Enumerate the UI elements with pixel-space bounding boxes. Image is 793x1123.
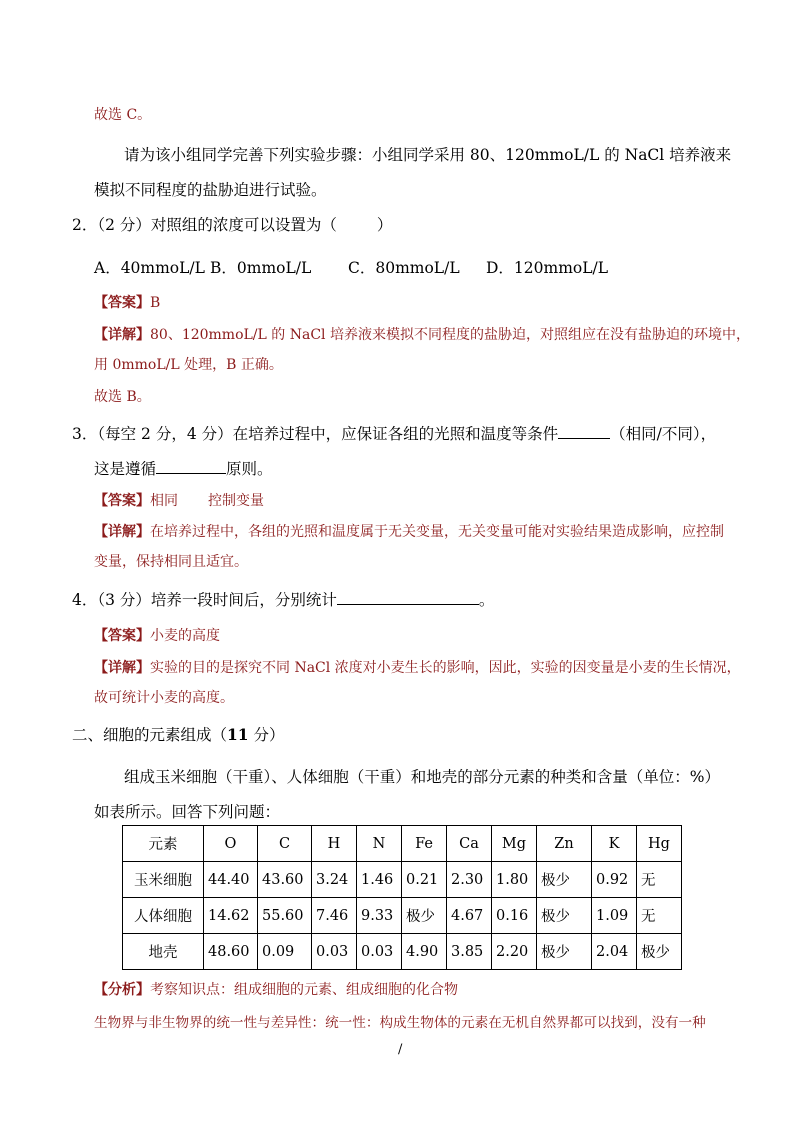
q2-detail-text-1: 80、120mmoL/L 的 NaCl 培养液来模拟不同程度的盐胁迫，对照组应在没有盐胁迫的环境中， xyxy=(150,327,750,343)
table-cell: 极少 xyxy=(537,934,592,970)
table-header-cell: N xyxy=(357,826,402,862)
section-2-title-text: 二、细胞的元素组成（ xyxy=(72,726,228,744)
table-cell: 14.62 xyxy=(204,898,258,934)
table-header-cell: Hg xyxy=(637,826,682,862)
table-cell: 3.24 xyxy=(312,862,357,898)
table-header-cell: Fe xyxy=(402,826,447,862)
table-cell: 极少 xyxy=(537,862,592,898)
q4-detail-line-2: 故可统计小麦的高度。 xyxy=(94,690,234,706)
table-cell: 2.20 xyxy=(492,934,537,970)
element-table xyxy=(122,825,682,970)
table-cell: 1.46 xyxy=(357,862,402,898)
table-cell: 55.60 xyxy=(258,898,312,934)
table-cell: 48.60 xyxy=(204,934,258,970)
q3-blank-2 xyxy=(156,457,226,474)
detail-tag: 【详解】 xyxy=(94,524,150,540)
table-header-cell: H xyxy=(312,826,357,862)
table-cell: 0.16 xyxy=(492,898,537,934)
q2-option-c: C．80mmoL/L xyxy=(348,259,460,277)
table-cell: 0.21 xyxy=(402,862,447,898)
table-cell: 7.46 xyxy=(312,898,357,934)
table-cell: 2.30 xyxy=(447,862,492,898)
q4-stem-part1: 4．（3 分）培养一段时间后，分别统计 xyxy=(72,591,337,609)
question-3-stem xyxy=(72,422,716,444)
table-row xyxy=(123,934,682,970)
q4-detail-line-1 xyxy=(94,657,741,677)
analysis-text-1: 考察知识点：组成细胞的元素、组成细胞的化合物 xyxy=(150,982,458,998)
prev-conclusion: 故选 C。 xyxy=(94,107,152,123)
q3-answer-2: 控制变量 xyxy=(208,493,264,509)
table-row xyxy=(123,898,682,934)
table-cell: 9.33 xyxy=(357,898,402,934)
q2-option-b: B．0mmoL/L xyxy=(210,259,312,277)
table-cell: 极少 xyxy=(537,898,592,934)
table-cell: 4.67 xyxy=(447,898,492,934)
q2-stem-before: 2．（2 分）对照组的浓度可以设置为（ xyxy=(72,216,337,234)
table-cell: 极少 xyxy=(402,898,447,934)
table-cell: 无 xyxy=(637,898,682,934)
table-cell: 1.80 xyxy=(492,862,537,898)
q3-answer-1: 相同 xyxy=(150,493,178,509)
q2-answer-value: B xyxy=(150,295,161,311)
q2-detail-line-1 xyxy=(94,324,750,344)
table-cell: 4.90 xyxy=(402,934,447,970)
q4-stem-part2: 。 xyxy=(478,591,495,609)
q3-stem-part2: （相同/不同）， xyxy=(610,425,717,443)
detail-tag: 【详解】 xyxy=(94,327,150,343)
analysis-line-1 xyxy=(94,979,458,999)
table-header-cell: Mg xyxy=(492,826,537,862)
table-cell: 43.60 xyxy=(258,862,312,898)
table-header-cell: 元素 xyxy=(123,826,204,862)
q2-conclusion: 故选 B。 xyxy=(94,389,151,405)
intro-line-2: 模拟不同程度的盐胁迫进行试验。 xyxy=(94,181,327,199)
question-3-stem-line-2 xyxy=(94,457,273,479)
table-cell: 0.92 xyxy=(592,862,637,898)
analysis-tag: 【分析】 xyxy=(94,982,150,998)
section-2-title-end: 分） xyxy=(248,726,285,744)
answer-tag: 【答案】 xyxy=(94,493,150,509)
table-cell: 0.03 xyxy=(312,934,357,970)
analysis-line-2: 生物界与非生物界的统一性与差异性：统一性：构成生物体的元素在无机自然界都可以找到，没有一种 xyxy=(94,1015,706,1031)
q3-stem2-part1: 这是遵循 xyxy=(94,460,157,478)
section-2-intro-line-1: 组成玉米细胞（干重）、人体细胞（干重）和地壳的部分元素的种类和含量（单位：%） xyxy=(124,768,720,786)
q3-detail-line-1 xyxy=(94,521,724,541)
table-header-cell: Zn xyxy=(537,826,592,862)
detail-tag: 【详解】 xyxy=(94,660,150,676)
table-row xyxy=(123,862,682,898)
section-2-intro-line-2: 如表所示。回答下列问题： xyxy=(94,803,281,821)
q2-detail-line-2: 用 0mmoL/L 处理，B 正确。 xyxy=(94,357,283,373)
q3-stem-part1: 3．（每空 2 分，4 分）在培养过程中，应保证各组的光照和温度等条件 xyxy=(72,425,559,443)
q3-detail-line-2: 变量，保持相同且适宜。 xyxy=(94,554,248,570)
q3-answer xyxy=(94,490,264,510)
answer-tag: 【答案】 xyxy=(94,628,150,644)
q4-blank xyxy=(337,588,479,605)
table-row-label: 人体细胞 xyxy=(123,898,204,934)
table-row-label: 地壳 xyxy=(123,934,204,970)
table-cell: 3.85 xyxy=(447,934,492,970)
table-cell: 44.40 xyxy=(204,862,258,898)
q4-answer xyxy=(94,625,220,645)
question-4-stem xyxy=(72,588,494,610)
table-header-cell: Ca xyxy=(447,826,492,862)
table-header-cell: C xyxy=(258,826,312,862)
q2-option-d: D．120mmoL/L xyxy=(486,259,609,277)
q3-stem2-part2: 原则。 xyxy=(226,460,273,478)
q2-option-a: A．40mmoL/L xyxy=(94,259,205,277)
intro-line-1: 请为该小组同学完善下列实验步骤：小组同学采用 80、120mmoL/L 的 NaCl 培养液来 xyxy=(124,146,732,164)
table-cell: 0.03 xyxy=(357,934,402,970)
q2-answer xyxy=(94,292,160,312)
section-2-score: 11 xyxy=(227,725,249,744)
q3-blank-1 xyxy=(558,422,610,439)
table-cell: 2.04 xyxy=(592,934,637,970)
q3-detail-text-1: 在培养过程中，各组的光照和温度属于无关变量，无关变量可能对实验结果造成影响，应控制 xyxy=(150,524,724,540)
q2-stem-after: ） xyxy=(376,216,393,234)
page-number: / xyxy=(398,1042,403,1057)
table-row-label: 玉米细胞 xyxy=(123,862,204,898)
table-cell: 0.09 xyxy=(258,934,312,970)
q4-detail-text-1: 实验的目的是探究不同 NaCl 浓度对小麦生长的影响，因此，实验的因变量是小麦的生长情况， xyxy=(150,660,741,676)
question-2-stem xyxy=(72,213,392,235)
table-cell: 1.09 xyxy=(592,898,637,934)
table-cell: 极少 xyxy=(637,934,682,970)
section-2-title xyxy=(72,723,285,745)
q4-answer-value: 小麦的高度 xyxy=(150,628,220,644)
answer-tag: 【答案】 xyxy=(94,295,150,311)
table-header-cell: K xyxy=(592,826,637,862)
table-header-cell: O xyxy=(204,826,258,862)
table-header-row xyxy=(123,826,682,862)
table-cell: 无 xyxy=(637,862,682,898)
